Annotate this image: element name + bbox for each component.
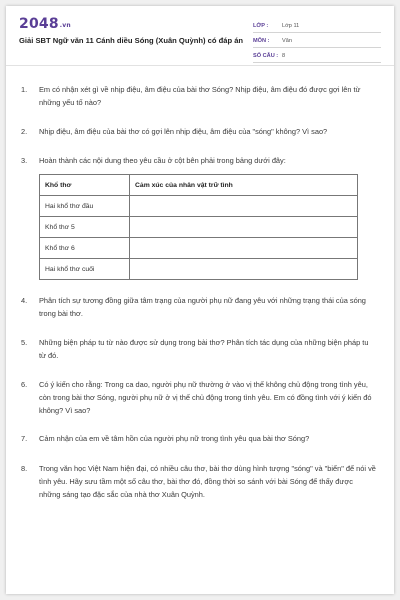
- table-header-row: [40, 175, 358, 196]
- table-cell-emotion: [130, 217, 358, 238]
- table-cell-stanza: Khổ thơ 5: [40, 217, 130, 238]
- question-item: [21, 83, 376, 109]
- question-number: 7.: [21, 434, 28, 443]
- site-logo[interactable]: [19, 16, 71, 32]
- meta-info: [253, 18, 381, 63]
- question-number: 1.: [21, 85, 28, 94]
- page-header: [6, 6, 394, 64]
- question-number: 6.: [21, 380, 28, 389]
- question-item: [21, 294, 376, 320]
- table-row: [40, 196, 358, 217]
- meta-row-question-count: [253, 48, 381, 63]
- table-row: [40, 217, 358, 238]
- meta-value: Văn: [282, 38, 292, 44]
- worksheet-page: [6, 6, 394, 594]
- meta-row-grade: [253, 18, 381, 33]
- meta-row-subject: [253, 33, 381, 48]
- meta-label: SỐ CÂU :: [253, 53, 279, 59]
- emotion-table: [39, 174, 358, 280]
- question-item: [21, 125, 376, 138]
- question-number: 5.: [21, 338, 28, 347]
- question-item: [21, 462, 376, 502]
- question-item: [21, 154, 376, 167]
- table-cell-emotion: [130, 238, 358, 259]
- meta-label: MÔN :: [253, 38, 270, 44]
- table-cell-stanza: Hai khổ thơ đầu: [40, 196, 130, 217]
- question-text: Trong văn học Việt Nam hiện đại, có nhiều câu thơ, bài thơ dùng hình tượng "sóng" và "biển" để nói về tình yêu. Hãy sưu tầm một số câu thơ, bài thơ đó, đồng thời so sánh với bài Sóng để thấy được những sáng tạo đặc sắc của nhà thơ Xuân Quỳnh.: [39, 464, 376, 500]
- question-number: 2.: [21, 127, 28, 136]
- question-number: 3.: [21, 156, 28, 165]
- table-cell-emotion: [130, 196, 358, 217]
- question-number: 8.: [21, 464, 28, 473]
- question-text: Có ý kiến cho rằng: Trong ca dao, người phụ nữ thường ở vào vị thế không chủ động trong tình yêu, còn trong bài thơ Sóng, người phụ nữ ở vị thế chủ động trong tình yêu. Em có đồng tình với ý kiến đó không? Vì sao?: [39, 380, 372, 416]
- meta-value: 8: [282, 53, 286, 59]
- table-row: [40, 238, 358, 259]
- logo-main-text: 2048: [19, 16, 59, 32]
- question-text: Cảm nhận của em về tâm hồn của người phụ nữ trong tình yêu qua bài thơ Sóng?: [39, 434, 310, 443]
- logo-sub-text: .vn: [59, 22, 71, 29]
- header-divider: [6, 65, 394, 66]
- question-text: Hoàn thành các nội dung theo yêu cầu ở cột bên phải trong bảng dưới đây:: [39, 156, 286, 165]
- table-cell-stanza: Khổ thơ 6: [40, 238, 130, 259]
- table-cell-emotion: [130, 259, 358, 280]
- question-item: [21, 378, 376, 418]
- table-header-cell: Cảm xúc của nhân vật trữ tình: [130, 175, 358, 196]
- question-text: Những biện pháp tu từ nào được sử dụng trong bài thơ? Phân tích tác dụng của những biện pháp tu từ đó.: [39, 338, 369, 361]
- table-header-cell: Khổ thơ: [40, 175, 130, 196]
- question-text: Nhịp điệu, âm điệu của bài thơ có gợi lên nhịp điệu, âm điệu của "sóng" không? Vì sao?: [39, 127, 328, 136]
- table-row: [40, 259, 358, 280]
- question-item: [21, 432, 376, 445]
- meta-value: Lớp 11: [282, 23, 300, 29]
- table-cell-stanza: Hai khổ thơ cuối: [40, 259, 130, 280]
- meta-label: LỚP :: [253, 23, 269, 29]
- question-number: 4.: [21, 296, 28, 305]
- question-text: Em có nhận xét gì về nhịp điệu, âm điệu của bài thơ Sóng? Nhịp điệu, âm điệu đó được gợi lên từ những yếu tố nào?: [39, 85, 361, 108]
- question-item: [21, 336, 376, 362]
- question-text: Phân tích sự tương đồng giữa tâm trạng của người phụ nữ đang yêu với những trạng thái của sóng trong bài thơ.: [39, 296, 366, 319]
- document-title: Giải SBT Ngữ văn 11 Cánh diều Sóng (Xuân Quỳnh) có đáp án: [19, 36, 244, 45]
